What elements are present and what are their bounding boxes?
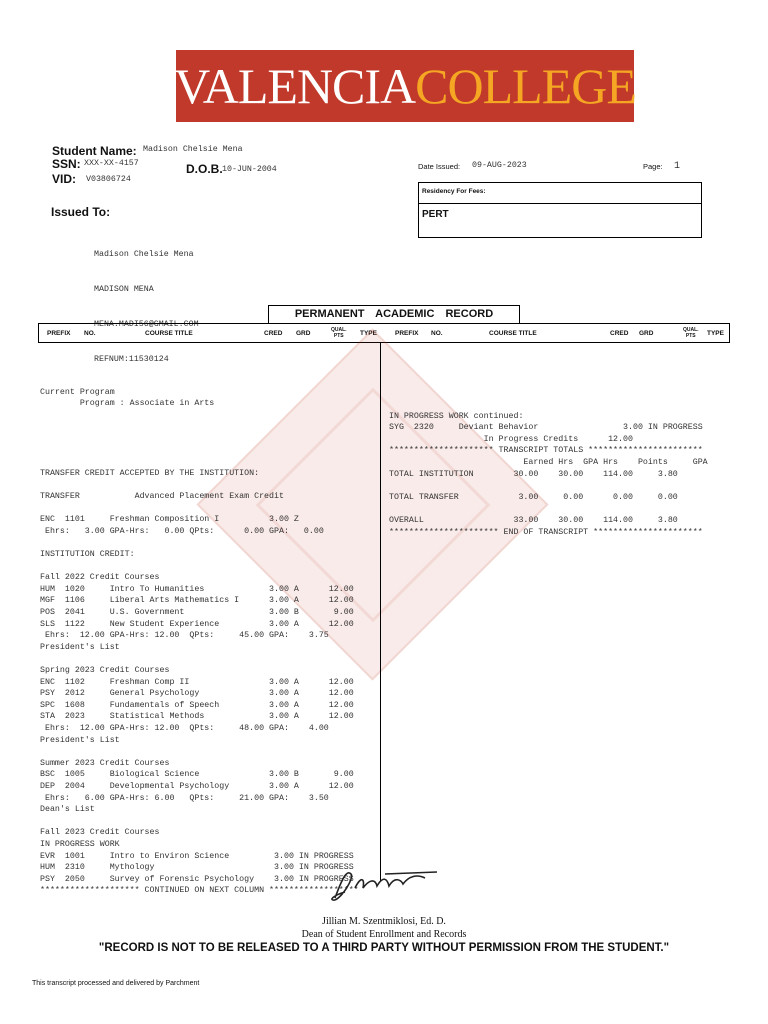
transcript-line — [40, 422, 359, 434]
transcript-line: Program : Associate in Arts — [40, 399, 215, 409]
header-prefix-2: PREFIX — [395, 330, 419, 337]
transcript-line: SPC 1608 Fundamentals of Speech 3.00 A 12.00 — [40, 700, 354, 710]
parchment-footer: This transcript processed and delivered by Parchment — [32, 980, 200, 987]
dean-signature — [325, 866, 445, 906]
transcript-line — [40, 746, 359, 758]
transcript-line — [40, 538, 359, 550]
transcript-line: ********************** END OF TRANSCRIPT ********************** — [389, 527, 703, 537]
transcript-line: HUM 1020 Intro To Humanities 3.00 A 12.00 — [40, 584, 354, 594]
transcript-line: President's List — [40, 735, 120, 745]
transcript-line: Ehrs: 12.00 GPA-Hrs: 12.00 QPts: 48.00 GPA: 4.00 — [40, 724, 329, 733]
transcript-line: Current Program — [40, 387, 115, 397]
record-title: PERMANENT ACADEMIC RECORD — [268, 305, 520, 324]
transcript-line: Fall 2023 Credit Courses — [40, 828, 160, 838]
header-grd-2: GRD — [639, 330, 654, 337]
transcript-line — [40, 816, 359, 828]
ssn-value: XXX-XX-4157 — [84, 159, 139, 168]
transcript-line: ********************* TRANSCRIPT TOTALS *********************** — [389, 446, 703, 456]
transcript-line: IN PROGRESS WORK — [40, 839, 120, 849]
transcript-line: Ehrs: 6.00 GPA-Hrs: 6.00 QPts: 21.00 GPA: 3.50 — [40, 793, 329, 803]
issued-to-line: REFNUM:11530124 — [94, 354, 169, 364]
residency-value: PERT — [422, 209, 449, 220]
residency-label: Residency For Fees: — [422, 188, 486, 195]
dob-value: 10-JUN-2004 — [222, 165, 277, 174]
transcript-line: TOTAL TRANSFER 3.00 0.00 0.00 0.00 — [389, 492, 678, 502]
header-type: TYPE — [360, 330, 377, 337]
transcript-line: ENC 1101 Freshman Composition I 3.00 Z — [40, 515, 299, 525]
header-qual-pts-2: QUAL. PTS — [683, 327, 699, 339]
transcript-line: Fall 2022 Credit Courses — [40, 573, 160, 583]
transcript-line: IN PROGRESS WORK continued: — [389, 411, 524, 421]
date-issued-value: 09-AUG-2023 — [472, 161, 527, 170]
transcript-line: ******************** CONTINUED ON NEXT COLUMN ****************** — [40, 886, 359, 896]
transcript-line: SLS 1122 New Student Experience 3.00 A 12.00 — [40, 619, 354, 629]
logo-text: VALENCIACOLLEGE — [174, 58, 636, 114]
transcript-line — [389, 353, 708, 365]
transcript-line — [40, 410, 359, 422]
issued-to-line: Madison Chelsie Mena — [94, 250, 194, 260]
transcript-line — [40, 561, 359, 573]
transcript-line — [389, 399, 708, 411]
page-number: 1 — [674, 161, 681, 172]
date-issued-label: Date Issued: — [418, 162, 461, 171]
transcript-line: President's List — [40, 642, 120, 652]
header-cred-2: CRED — [610, 330, 629, 337]
transcript-line — [40, 653, 359, 665]
transcript-line: Earned Hrs GPA Hrs Points GPA — [389, 457, 708, 467]
header-course-title: COURSE TITLE — [145, 330, 193, 337]
dob-label: D.O.B. — [186, 162, 223, 176]
transcript-line: TRANSFER CREDIT ACCEPTED BY THE INSTITUTION: — [40, 468, 260, 478]
transcript-line — [389, 503, 708, 515]
transcript-line — [40, 480, 359, 492]
transcript-line — [40, 445, 359, 457]
transcript-line — [389, 480, 708, 492]
transcript-line: ENC 1102 Freshman Comp II 3.00 A 12.00 — [40, 677, 354, 687]
transcript-line — [389, 341, 708, 353]
column-divider — [380, 342, 381, 882]
transcript-line: MGF 1106 Liberal Arts Mathematics I 3.00 A 12.00 — [40, 596, 354, 606]
transcript-line: Ehrs: 3.00 GPA-Hrs: 0.00 QPts: 0.00 GPA: 0.00 — [40, 526, 324, 536]
transcript-line — [40, 352, 359, 364]
vid-value: V03806724 — [86, 175, 131, 184]
header-cred: CRED — [264, 330, 283, 337]
header-type-2: TYPE — [707, 330, 724, 337]
issued-to-label: Issued To: — [51, 205, 111, 219]
residency-divider — [418, 203, 702, 204]
transcript-line: BSC 1005 Biological Science 3.00 B 9.00 — [40, 770, 354, 780]
transcript-line — [40, 375, 359, 387]
issued-to-line: MENA.MADI56@GMAIL.COM — [94, 319, 199, 329]
left-column — [40, 352, 359, 897]
transcript-line: PSY 2012 General Psychology 3.00 A 12.00 — [40, 689, 354, 699]
header-prefix: PREFIX — [47, 330, 71, 337]
transcript-line: TRANSFER Advanced Placement Exam Credit — [40, 492, 284, 502]
page-label: Page: — [643, 162, 663, 171]
signer-name: Jillian M. Szentmiklosi, Ed. D. — [322, 916, 446, 927]
signer-title: Dean of Student Enrollment and Records — [301, 929, 467, 940]
transcript-line: EVR 1001 Intro to Environ Science 3.00 IN PROGRESS — [40, 851, 354, 861]
release-notice: "RECORD IS NOT TO BE RELEASED TO A THIRD PARTY WITHOUT PERMISSION FROM THE STUDENT." — [98, 942, 670, 954]
transcript-line: STA 2023 Statistical Methods 3.00 A 12.00 — [40, 712, 354, 722]
transcript-line: DEP 2004 Developmental Psychology 3.00 A 12.00 — [40, 781, 354, 791]
transcript-line: HUM 2310 Mythology 3.00 IN PROGRESS — [40, 863, 354, 873]
ssn-label: SSN: — [52, 157, 81, 171]
transcript-line: Spring 2023 Credit Courses — [40, 666, 170, 676]
transcript-line: Ehrs: 12.00 GPA-Hrs: 12.00 QPts: 45.00 GPA: 3.75 — [40, 631, 329, 641]
transcript-line — [40, 433, 359, 445]
right-column — [389, 341, 708, 538]
issued-to-line: MADISON MENA — [94, 284, 154, 294]
transcript-line — [40, 456, 359, 468]
transcript-line: POS 2041 U.S. Government 3.00 B 9.00 — [40, 608, 354, 618]
transcript-line: SYG 2320 Deviant Behavior 3.00 IN PROGRESS — [389, 423, 703, 433]
transcript-line: Summer 2023 Credit Courses — [40, 758, 170, 768]
transcript-line: OVERALL 33.00 30.00 114.00 3.80 — [389, 515, 678, 525]
transcript-line — [40, 503, 359, 515]
transcript-line — [389, 376, 708, 388]
transcript-line: In Progress Credits 12.00 — [389, 434, 633, 444]
transcript-line — [389, 364, 708, 376]
student-name-label: Student Name: — [52, 144, 137, 158]
transcript-line — [389, 387, 708, 399]
vid-label: VID: — [52, 172, 76, 186]
transcript-line: TOTAL INSTITUTION 30.00 30.00 114.00 3.80 — [389, 469, 678, 479]
header-course-title-2: COURSE TITLE — [489, 330, 537, 337]
transcript-line — [40, 364, 359, 376]
college-logo — [176, 50, 634, 122]
transcript-line: INSTITUTION CREDIT: — [40, 550, 135, 560]
transcript-line: PSY 2050 Survey of Forensic Psychology 3.00 IN PROGRESS — [40, 874, 354, 884]
transcript-line: Dean's List — [40, 805, 95, 815]
student-name: Madison Chelsie Mena — [143, 145, 243, 154]
header-qual-pts: QUAL. PTS — [331, 327, 347, 339]
header-grd: GRD — [296, 330, 311, 337]
header-no: NO. — [84, 330, 96, 337]
header-no-2: NO. — [431, 330, 443, 337]
